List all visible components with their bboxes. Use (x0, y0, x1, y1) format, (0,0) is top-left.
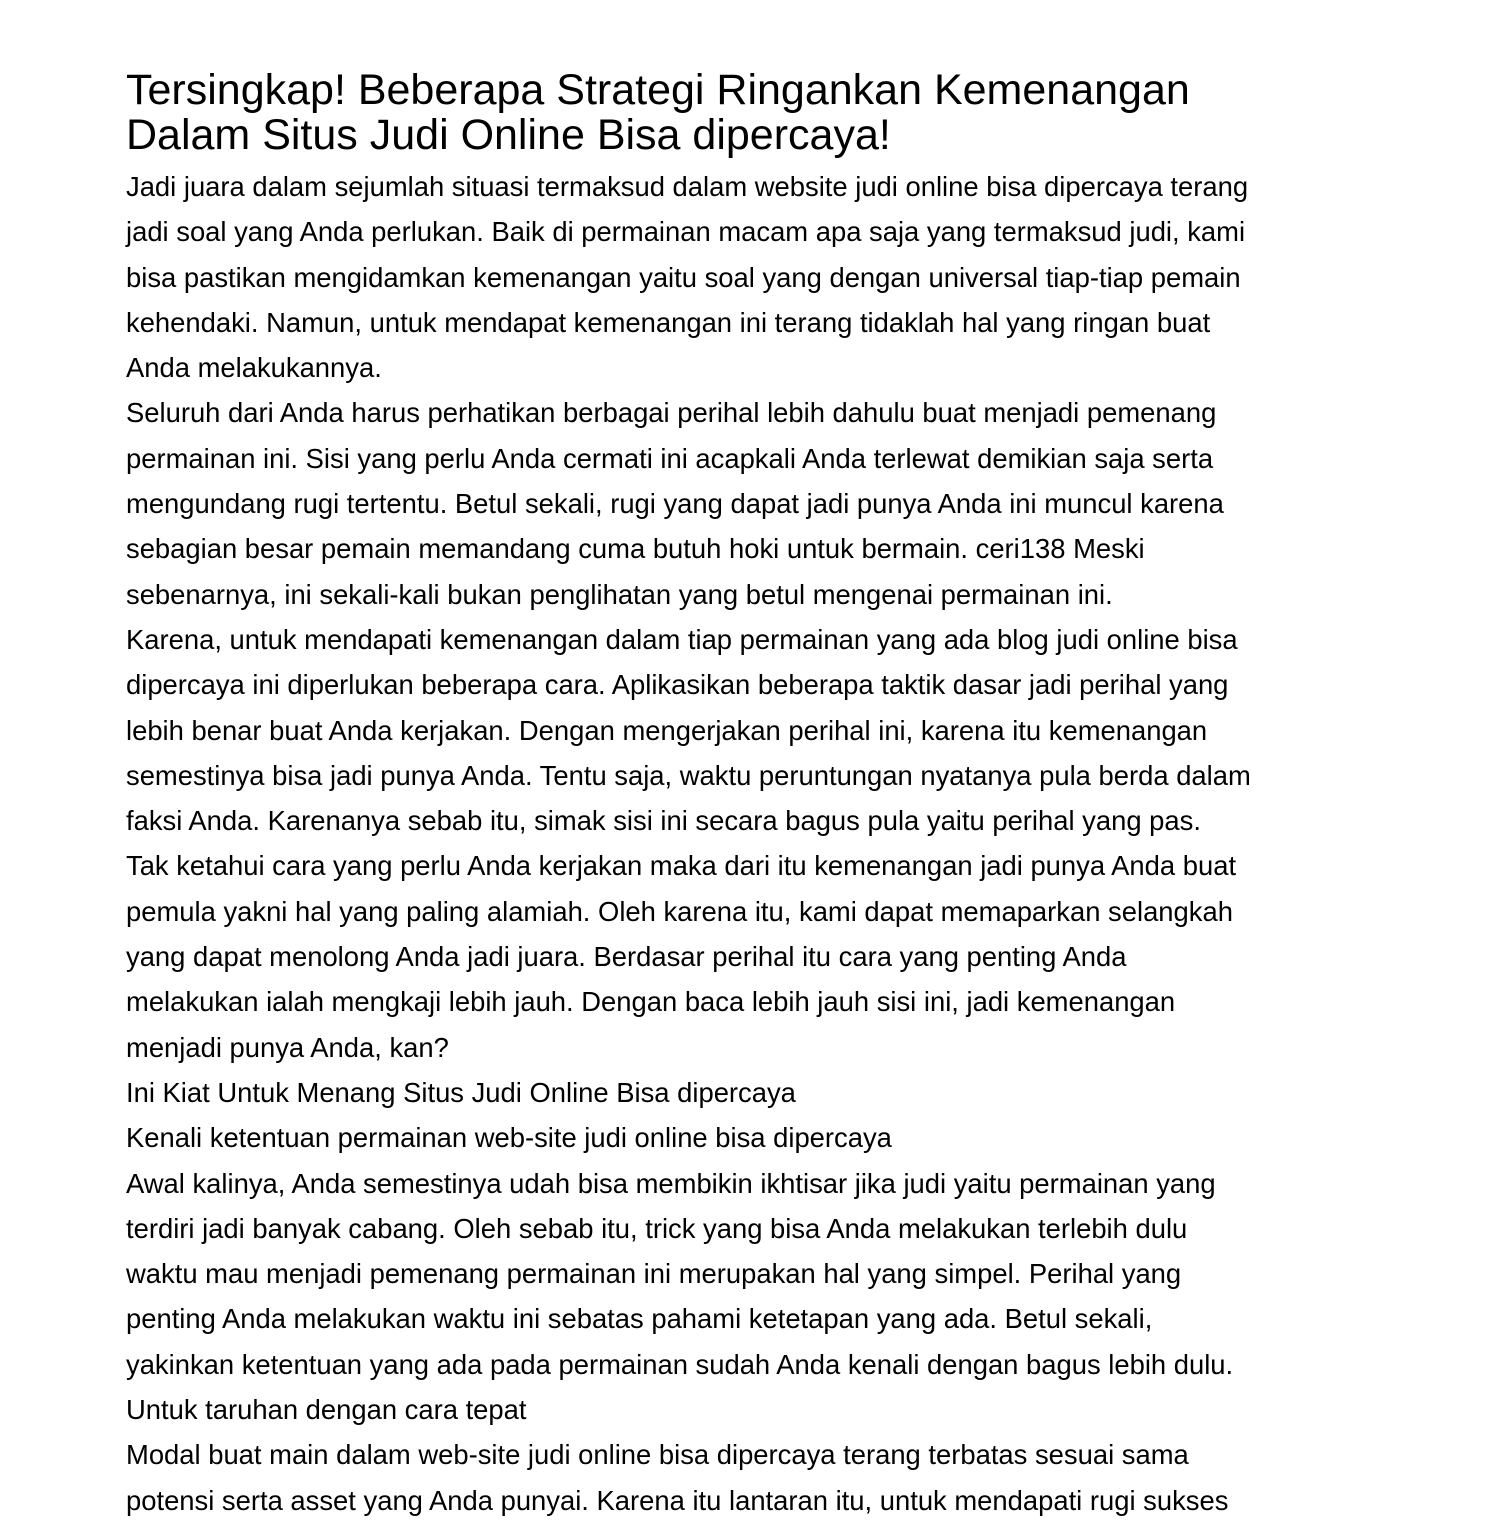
paragraph-betting (126, 1432, 1396, 1523)
text-line: potensi serta asset yang Anda punyai. Karena itu lantaran itu, untuk mendapati rugi sukses (126, 1484, 1229, 1516)
text-line: yang dapat menolong Anda jadi juara. Berdasar perihal itu cara yang penting Anda (126, 941, 1127, 973)
text-line: dipercaya ini diperlukan beberapa cara. Aplikasikan beberapa taktik dasar jadi perihal yang (126, 669, 1229, 701)
text-line: Ini Kiat Untuk Menang Situs Judi Online Bisa dipercaya (126, 1076, 796, 1108)
text-line: Anda melakukannya. (126, 352, 382, 384)
section-heading-betting (126, 1387, 1396, 1432)
text-line: pemula yakni hal yang paling alamiah. Oleh karena itu, kami dapat memaparkan selangkah (126, 895, 1233, 927)
text-line: yakinkan ketentuan yang ada pada permainan sudah Anda kenali dengan bagus lebih dulu. (126, 1348, 1234, 1380)
text-line: sebagian besar pemain memandang cuma butuh hoki untuk bermain. ceri138 Meski (126, 533, 1145, 565)
text-line: mengundang rugi tertentu. Betul sekali, rugi yang dapat jadi punya Anda ini muncul karena (126, 488, 1224, 520)
text-line: Seluruh dari Anda harus perhatikan berbagai perihal lebih dahulu buat menjadi pemenang (126, 397, 1217, 429)
text-line: menjadi punya Anda, kan? (126, 1031, 449, 1063)
text-line: Jadi juara dalam sejumlah situasi termaksud dalam website judi online bisa dipercaya terang (126, 171, 1249, 202)
paragraph-2 (126, 390, 1396, 616)
section-heading-rules (126, 1115, 1396, 1160)
paragraph-intro (126, 164, 1396, 390)
article-title (126, 68, 1396, 158)
text-line: terdiri jadi banyak cabang. Oleh sebab itu, trick yang bisa Anda melakukan terlebih dulu (126, 1212, 1188, 1244)
paragraph-4 (126, 843, 1396, 1069)
text-line: Tak ketahui cara yang perlu Anda kerjakan maka dari itu kemenangan jadi punya Anda buat (126, 850, 1237, 882)
text-line: faksi Anda. Karenanya sebab itu, simak sisi ini secara bagus pula yaitu perihal yang pas. (126, 805, 1201, 837)
paragraph-3 (126, 617, 1396, 843)
text-line: lebih benar buat Anda kerjakan. Dengan mengerjakan perihal ini, karena itu kemenangan (126, 714, 1208, 746)
paragraph-rules (126, 1161, 1396, 1387)
text-line: Kenali ketentuan permainan web-site judi online bisa dipercaya (126, 1122, 892, 1154)
text-line: penting Anda melakukan waktu ini sebatas pahami ketetapan yang ada. Betul sekali, (126, 1303, 1153, 1335)
title-line: Dalam Situs Judi Online Bisa dipercaya! (126, 111, 891, 159)
section-heading-tips (126, 1070, 1396, 1115)
text-line: Awal kalinya, Anda semestinya udah bisa membikin ikhtisar jika judi yaitu permainan yang (126, 1167, 1216, 1199)
title-line: Tersingkap! Beberapa Strategi Ringankan Kemenangan (126, 66, 1190, 114)
text-line: bisa pastikan mengidamkan kemenangan yaitu soal yang dengan universal tiap-tiap pemain (126, 261, 1241, 293)
text-line: melakukan ialah mengkaji lebih jauh. Dengan baca lebih jauh sisi ini, jadi kemenangan (126, 986, 1176, 1018)
text-line: jadi soal yang Anda perlukan. Baik di permainan macam apa saja yang termaksud judi, kami (126, 216, 1246, 248)
text-line: semestinya bisa jadi punya Anda. Tentu saja, waktu peruntungan nyatanya pula berda dalam (126, 759, 1251, 791)
text-line: permainan ini. Sisi yang perlu Anda cermati ini acapkali Anda terlewat demikian saja serta (126, 442, 1214, 474)
text-line: Untuk taruhan dengan cara tepat (126, 1394, 527, 1426)
text-line: kehendaki. Namun, untuk mendapat kemenangan ini terang tidaklah hal yang ringan buat (126, 306, 1211, 338)
document-content (126, 68, 1396, 1523)
text-line: sebenarnya, ini sekali-kali bukan penglihatan yang betul mengenai permainan ini. (126, 578, 1113, 610)
text-line: waktu mau menjadi pemenang permainan ini merupakan hal yang simpel. Perihal yang (126, 1258, 1182, 1290)
text-line: Karena, untuk mendapati kemenangan dalam tiap permainan yang ada blog judi online bisa (126, 623, 1238, 655)
text-line: Modal buat main dalam web-site judi online bisa dipercaya terang terbatas sesuai sama (126, 1439, 1189, 1471)
